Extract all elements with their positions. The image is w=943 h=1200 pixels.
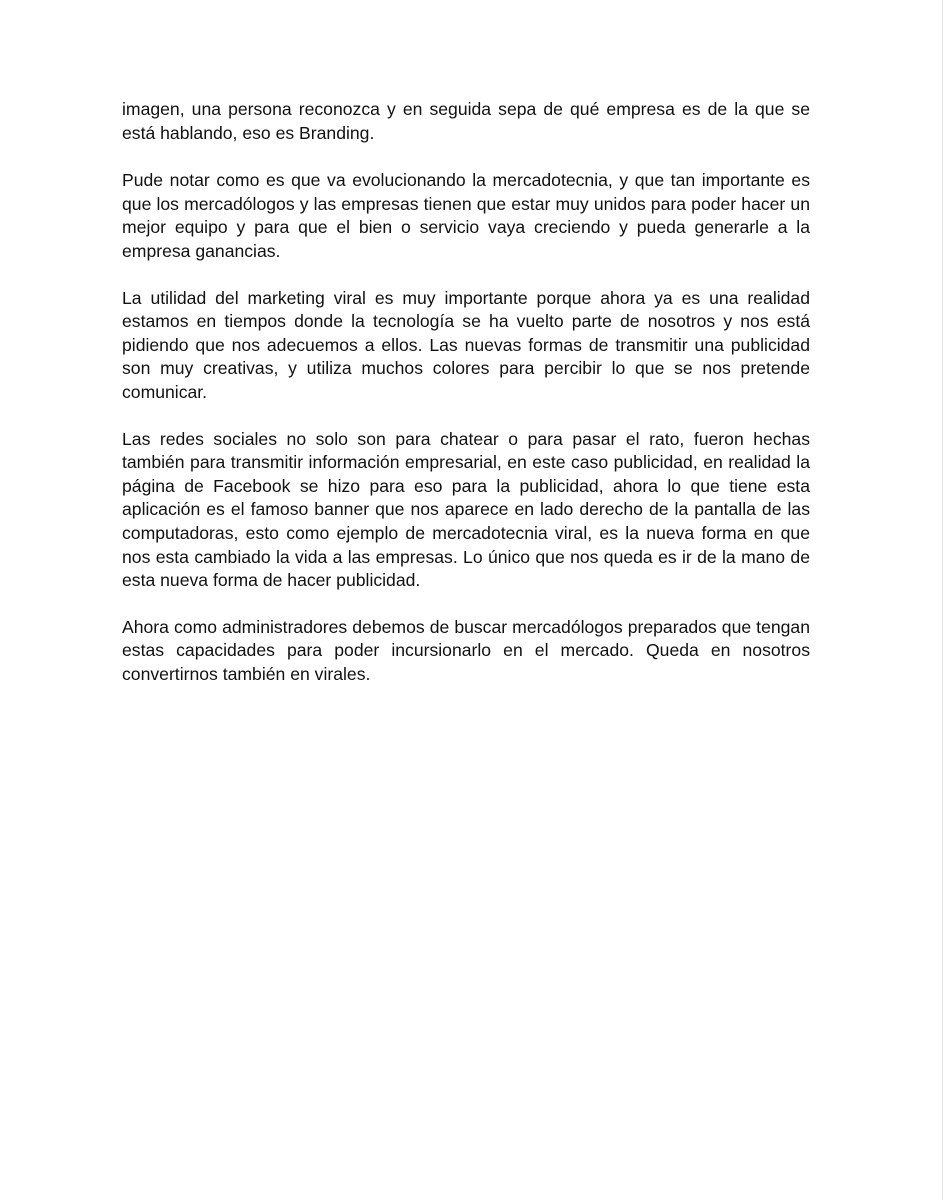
paragraph-marketing-viral: La utilidad del marketing viral es muy importante porque ahora ya es una realidad estamos en tiempos donde la tecnología se ha vuelto parte de nosotros y nos está pidiendo que nos adecuemos a ellos. Las nuevas formas de transmitir una publicidad son muy creativas, y utiliza muchos colores para percibir lo que se nos pretende comunicar. xyxy=(122,287,810,402)
paragraph-conclusion: Ahora como administradores debemos de buscar mercadólogos preparados que tengan estas capacidades para poder incursionarlo en el mercado. Queda en nosotros convertirnos también en virales. xyxy=(122,616,810,684)
paragraph-branding: imagen, una persona reconozca y en seguida sepa de qué empresa es de la que se está hablando, eso es Branding. xyxy=(122,99,810,143)
paragraph-mercadotecnia-evolution: Pude notar como es que va evolucionando la mercadotecnia, y que tan importante es que los mercadólogos y las empresas tienen que estar muy unidos para poder hacer un mejor equipo y para que el bien o servicio vaya creciendo y pueda generarle a la empresa ganancias. xyxy=(122,170,810,261)
document-body xyxy=(122,98,810,709)
paragraph-redes-sociales: Las redes sociales no solo son para chatear o para pasar el rato, fueron hechas también para transmitir información empresarial, en este caso publicidad, en realidad la página de Facebook se hizo para eso para la publicidad, ahora lo que tiene esta aplicación es el famoso banner que nos aparece en lado derecho de la pantalla de las computadoras, esto como ejemplo de mercadotecnia viral, es la nueva forma en que nos esta cambiado la vida a las empresas. Lo único que nos queda es ir de la mano de esta nueva forma de hacer publicidad. xyxy=(122,428,810,591)
